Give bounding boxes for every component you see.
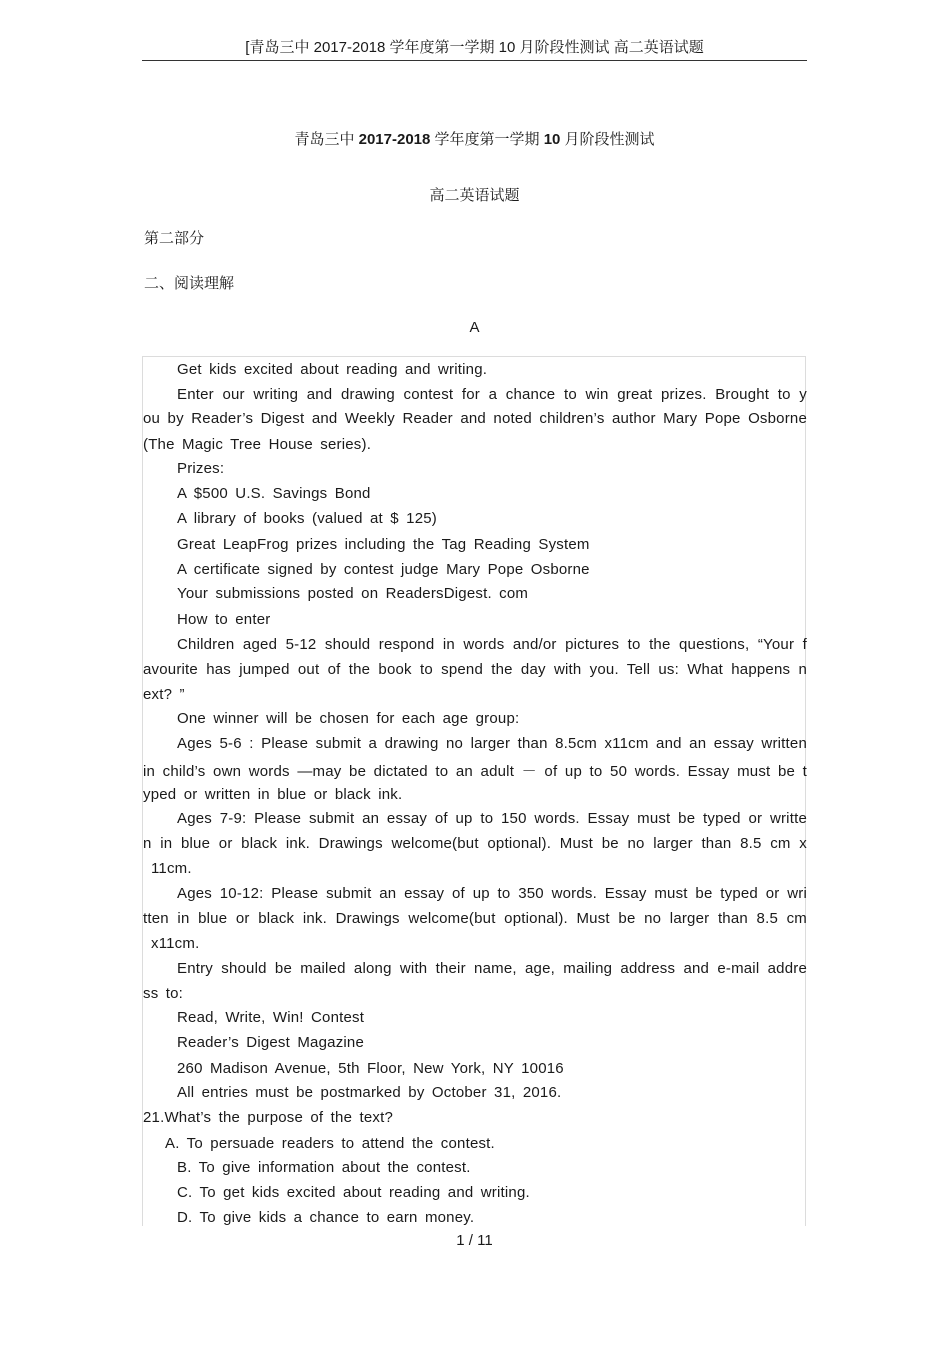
passage-line: A certificate signed by contest judge Mary Pope Osborne xyxy=(177,561,590,578)
passage-line: Ages 5-6 : Please submit a drawing no larger than 8.5cm x11cm and an essay written xyxy=(177,735,807,752)
passage-line: Great LeapFrog prizes including the Tag Reading System xyxy=(177,536,590,553)
header-rule xyxy=(142,60,807,61)
exam-subject: 高二英语试题 xyxy=(429,187,520,204)
passage-line: 260 Madison Avenue, 5th Floor, New York, NY 10016 xyxy=(177,1060,564,1077)
passage-line: Read, Write, Win! Contest xyxy=(177,1009,365,1026)
section-reading: 二、阅读理解 xyxy=(144,275,235,292)
title-years: 2017-2018 xyxy=(358,131,431,148)
option-d: D. To give kids a chance to earn money. xyxy=(177,1209,475,1226)
option-a: A. To persuade readers to attend the contest. xyxy=(165,1135,495,1152)
option-c: C. To get kids excited about reading and writing. xyxy=(177,1184,530,1201)
exam-title xyxy=(142,128,807,149)
passage-label: A xyxy=(469,319,480,336)
passage-line: ss to: xyxy=(143,985,184,1002)
passage-line: yped or written in blue or black ink. xyxy=(143,786,403,803)
passage-line: A library of books (valued at $ 125) xyxy=(177,510,437,527)
passage-line: in child’s own words —may be dictated to an adult － of up to 50 words. Essay must be t xyxy=(143,763,807,780)
passage-line: A $500 U.S. Savings Bond xyxy=(177,485,371,502)
passage-line: Ages 10-12: Please submit an essay of up to 350 words. Essay must be typed or wri xyxy=(177,885,807,902)
passage-line: tten in blue or black ink. Drawings welcome(but optional). Must be no larger than 8.5 cm xyxy=(143,910,807,927)
passage-line: ext? ” xyxy=(143,686,185,703)
passage-line: x11cm. xyxy=(151,935,200,952)
passage-line: Reader’s Digest Magazine xyxy=(177,1034,365,1051)
page-number: 1 / 11 xyxy=(456,1232,493,1249)
title-school: 青岛三中 xyxy=(294,131,359,148)
passage-line: 11cm. xyxy=(151,860,192,877)
passage-line: One winner will be chosen for each age group: xyxy=(177,710,520,727)
title-month: 10 xyxy=(543,131,561,148)
passage-line: ou by Reader’s Digest and Weekly Reader and noted children’s author Mary Pope Osborne xyxy=(143,410,807,427)
running-header: [青岛三中 2017-2018 学年度第一学期 10 月阶段性测试 高二英语试题 xyxy=(245,39,704,56)
passage-line: All entries must be postmarked by October 31, 2016. xyxy=(177,1084,562,1101)
passage-line: Enter our writing and drawing contest for a chance to win great prizes. Brought to y xyxy=(177,386,807,403)
title-term: 学年度第一学期 xyxy=(434,131,544,148)
passage-line: Ages 7-9: Please submit an essay of up to 150 words. Essay must be typed or writte xyxy=(177,810,807,827)
passage-line: Children aged 5-12 should respond in words and/or pictures to the questions, “Your f xyxy=(177,636,807,653)
passage-line: Your submissions posted on ReadersDigest. com xyxy=(177,585,529,602)
passage-line: avourite has jumped out of the book to spend the day with you. Tell us: What happens n xyxy=(143,661,807,678)
passage-line: n in blue or black ink. Drawings welcome(but optional). Must be no larger than 8.5 cm x xyxy=(143,835,807,852)
title-test: 月阶段性测试 xyxy=(564,131,655,148)
option-b: B. To give information about the contest. xyxy=(177,1159,471,1176)
section-part: 第二部分 xyxy=(144,230,205,247)
passage-line: Entry should be mailed along with their name, age, mailing address and e-mail addre xyxy=(177,960,807,977)
passage-line: (The Magic Tree House series). xyxy=(143,436,372,453)
passage-line: Prizes: xyxy=(177,460,225,477)
passage-line: Get kids excited about reading and writing. xyxy=(177,361,488,378)
question-stem: 21.What’s the purpose of the text? xyxy=(143,1109,394,1126)
passage-line: How to enter xyxy=(177,611,271,628)
